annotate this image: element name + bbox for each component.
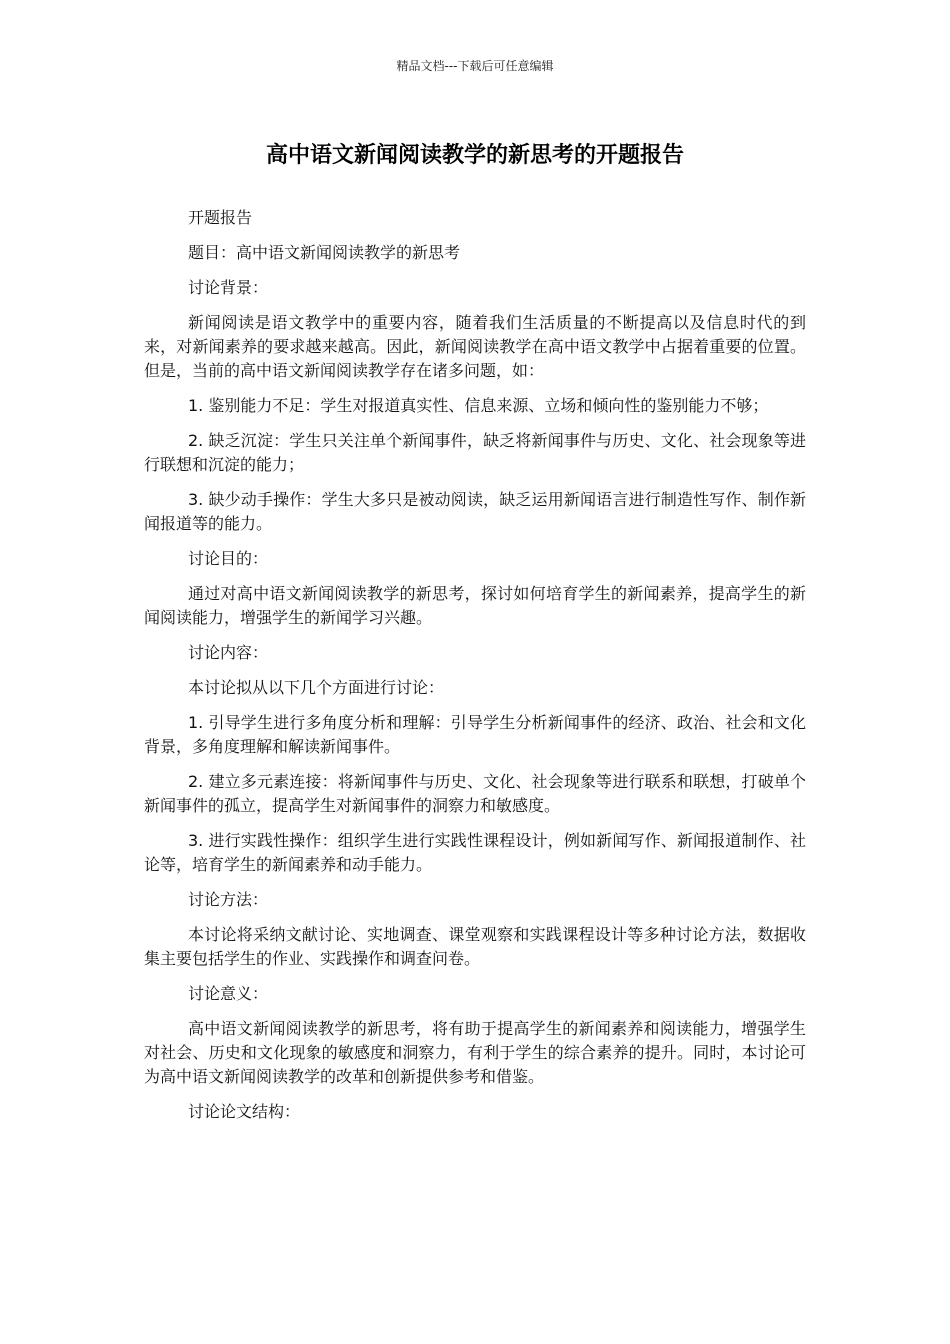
heading-structure: 讨论论文结构： — [188, 1102, 301, 1121]
heading-content: 讨论内容： — [188, 643, 269, 662]
paragraph-report-label: 开题报告 — [188, 208, 253, 227]
heading-significance: 讨论意义： — [188, 984, 269, 1003]
document-title: 高中语文新闻阅读教学的新思考的开题报告 — [265, 143, 684, 168]
header-note: 精品文档---下载后可任意编辑 — [396, 59, 554, 73]
heading-method: 讨论方法： — [188, 890, 269, 909]
list-item-content-3: 3. 进行实践性操作：组织学生进行实践性课程设计，例如新闻写作、新闻报道制作、社论等，培育学生的新闻素养和动手能力。 — [144, 831, 806, 874]
list-item-problem-1: 1. 鉴别能力不足：学生对报道真实性、信息来源、立场和倾向性的鉴别能力不够； — [188, 396, 769, 415]
heading-purpose: 讨论目的： — [188, 549, 269, 568]
document-body — [144, 206, 806, 1135]
paragraph-background: 新闻阅读是语文教学中的重要内容，随着我们生活质量的不断提高以及信息时代的到来，对新闻素养的要求越来越高。因此，新闻阅读教学在高中语文教学中占据着重要的位置。但是，当前的高中语文新闻阅读教学存在诸多问题，如： — [144, 313, 806, 380]
paragraph-significance: 高中语文新闻阅读教学的新思考，将有助于提高学生的新闻素养和阅读能力，增强学生对社会、历史和文化现象的敏感度和洞察力，有利于学生的综合素养的提升。同时，本讨论可为高中语文新闻阅读教学的改革和创新提供参考和借鉴。 — [144, 1019, 806, 1086]
list-item-problem-3: 3. 缺少动手操作：学生大多只是被动阅读，缺乏运用新闻语言进行制造性写作、制作新闻报道等的能力。 — [144, 490, 806, 533]
paragraph-method: 本讨论将采纳文献讨论、实地调查、课堂观察和实践课程设计等多种讨论方法，数据收集主要包括学生的作业、实践操作和调查问卷。 — [144, 925, 806, 968]
paragraph-content-intro: 本讨论拟从以下几个方面进行讨论： — [188, 678, 445, 697]
paragraph-topic: 题目：高中语文新闻阅读教学的新思考 — [188, 243, 461, 262]
list-item-content-2: 2. 建立多元素连接：将新闻事件与历史、文化、社会现象等进行联系和联想，打破单个新闻事件的孤立，提高学生对新闻事件的洞察力和敏感度。 — [144, 772, 806, 815]
list-item-content-1: 1. 引导学生进行多角度分析和理解：引导学生分析新闻事件的经济、政治、社会和文化背景，多角度理解和解读新闻事件。 — [144, 713, 806, 756]
list-item-problem-2: 2. 缺乏沉淀：学生只关注单个新闻事件，缺乏将新闻事件与历史、文化、社会现象等进行联想和沉淀的能力； — [144, 431, 806, 474]
heading-background: 讨论背景： — [188, 278, 269, 297]
paragraph-purpose: 通过对高中语文新闻阅读教学的新思考，探讨如何培育学生的新闻素养，提高学生的新闻阅读能力，增强学生的新闻学习兴趣。 — [144, 584, 806, 627]
